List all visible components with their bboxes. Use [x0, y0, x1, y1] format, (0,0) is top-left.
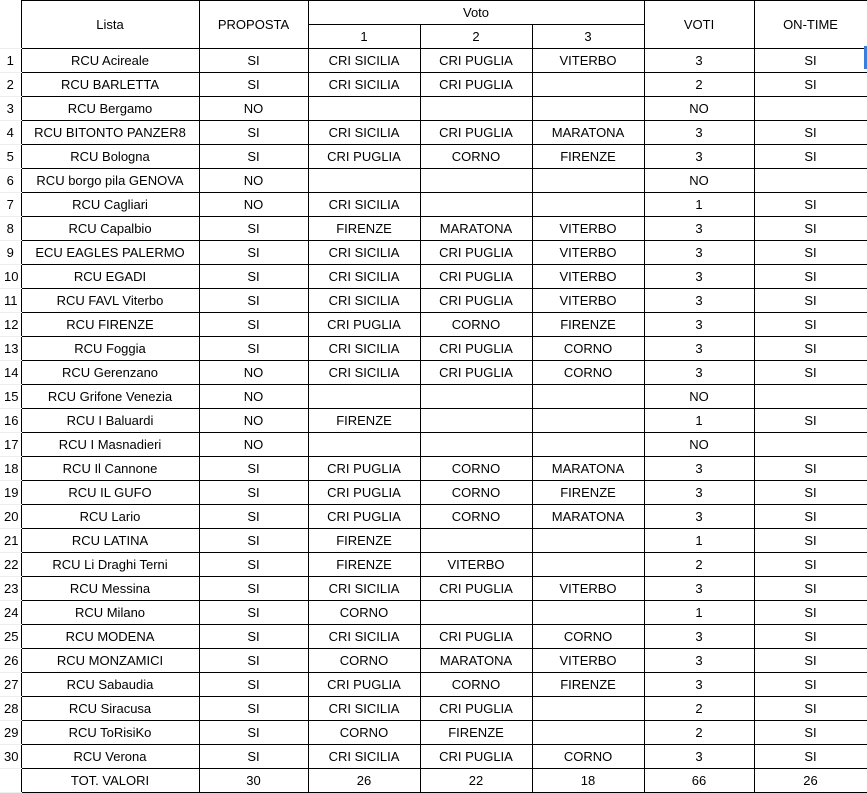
cell-lista[interactable]: RCU Verona [21, 745, 199, 769]
table-header [0, 1, 867, 49]
cell-proposta[interactable]: SI [199, 553, 308, 577]
row-number[interactable]: 6 [0, 169, 21, 193]
cell-on-time[interactable]: SI [754, 577, 867, 601]
column-header-voto-group[interactable]: Voto [308, 1, 644, 25]
cell-voto-2[interactable]: CRI PUGLIA [420, 361, 532, 385]
cell-on-time[interactable]: SI [754, 361, 867, 385]
cell-voto-1[interactable]: FIRENZE [308, 553, 420, 577]
cell-voto-3[interactable] [532, 529, 644, 553]
table-row [0, 385, 867, 409]
cell-lista[interactable]: RCU Li Draghi Terni [21, 553, 199, 577]
cell-voto-1[interactable]: FIRENZE [308, 409, 420, 433]
row-number[interactable]: 19 [0, 481, 21, 505]
cell-proposta[interactable]: SI [199, 697, 308, 721]
cell-on-time[interactable]: SI [754, 625, 867, 649]
table-row [0, 505, 867, 529]
cell-voto-1[interactable]: CRI SICILIA [308, 697, 420, 721]
cell-voto-1[interactable]: CRI SICILIA [308, 361, 420, 385]
cell-on-time[interactable]: SI [754, 121, 867, 145]
cell-voti[interactable]: 3 [644, 361, 754, 385]
cell-voto-2[interactable] [420, 601, 532, 625]
cell-voti[interactable]: NO [644, 385, 754, 409]
cell-voto-3[interactable]: CORNO [532, 745, 644, 769]
cell-voto-2[interactable]: CRI PUGLIA [420, 265, 532, 289]
cell-proposta[interactable]: NO [199, 361, 308, 385]
cell-proposta[interactable]: SI [199, 601, 308, 625]
table-row [0, 529, 867, 553]
cell-voto-1[interactable]: FIRENZE [308, 217, 420, 241]
totals-voti[interactable]: 66 [644, 769, 754, 793]
cell-proposta[interactable]: SI [199, 457, 308, 481]
cell-proposta[interactable]: NO [199, 433, 308, 457]
cell-voto-2[interactable] [420, 169, 532, 193]
cell-on-time[interactable]: SI [754, 313, 867, 337]
cell-on-time[interactable]: SI [754, 409, 867, 433]
table-row [0, 73, 867, 97]
cell-on-time[interactable]: SI [754, 73, 867, 97]
cell-lista[interactable]: RCU IL GUFO [21, 481, 199, 505]
cell-voti[interactable]: NO [644, 97, 754, 121]
table-row [0, 553, 867, 577]
row-number[interactable]: 28 [0, 697, 21, 721]
cell-lista[interactable]: RCU Milano [21, 601, 199, 625]
table-row [0, 313, 867, 337]
cell-voto-3[interactable]: VITERBO [532, 265, 644, 289]
row-number[interactable]: 20 [0, 505, 21, 529]
cell-voti[interactable]: 2 [644, 697, 754, 721]
cell-voti[interactable]: 3 [644, 625, 754, 649]
row-number[interactable]: 13 [0, 337, 21, 361]
cell-on-time[interactable]: SI [754, 697, 867, 721]
cell-lista[interactable]: RCU MONZAMICI [21, 649, 199, 673]
cell-voti[interactable]: 1 [644, 529, 754, 553]
cell-lista[interactable]: RCU FAVL Viterbo [21, 289, 199, 313]
table-row [0, 97, 867, 121]
cell-voto-2[interactable]: MARATONA [420, 649, 532, 673]
cell-on-time[interactable]: SI [754, 193, 867, 217]
cell-proposta[interactable]: SI [199, 217, 308, 241]
table-row [0, 625, 867, 649]
cell-proposta[interactable]: SI [199, 505, 308, 529]
row-number[interactable]: 3 [0, 97, 21, 121]
cell-voto-3[interactable]: VITERBO [532, 577, 644, 601]
cell-proposta[interactable]: NO [199, 409, 308, 433]
table-row [0, 121, 867, 145]
cell-proposta[interactable]: NO [199, 385, 308, 409]
cell-voto-2[interactable]: CRI PUGLIA [420, 745, 532, 769]
table-row [0, 289, 867, 313]
cell-on-time[interactable]: SI [754, 289, 867, 313]
row-number[interactable]: 4 [0, 121, 21, 145]
cell-voto-1[interactable] [308, 433, 420, 457]
cell-lista[interactable]: RCU Il Cannone [21, 457, 199, 481]
cell-voto-1[interactable]: CRI SICILIA [308, 193, 420, 217]
cell-voti[interactable]: 3 [644, 745, 754, 769]
cell-voto-3[interactable]: CORNO [532, 337, 644, 361]
cell-voti[interactable]: 3 [644, 49, 754, 73]
cell-voto-3[interactable] [532, 73, 644, 97]
row-number[interactable]: 30 [0, 745, 21, 769]
row-number[interactable]: 9 [0, 241, 21, 265]
cell-voti[interactable]: NO [644, 433, 754, 457]
cell-voto-2[interactable]: CORNO [420, 505, 532, 529]
cell-proposta[interactable]: SI [199, 73, 308, 97]
cell-voto-2[interactable] [420, 385, 532, 409]
row-number[interactable]: 12 [0, 313, 21, 337]
table-row [0, 217, 867, 241]
cell-voto-2[interactable]: CORNO [420, 481, 532, 505]
cell-on-time[interactable]: SI [754, 145, 867, 169]
cell-on-time[interactable]: SI [754, 745, 867, 769]
cell-voto-1[interactable]: CRI SICILIA [308, 265, 420, 289]
cell-voto-1[interactable]: CRI SICILIA [308, 337, 420, 361]
column-header-voto-2[interactable]: 2 [420, 25, 532, 49]
totals-on-time[interactable]: 26 [754, 769, 867, 793]
column-header-voti[interactable]: VOTI [644, 1, 754, 49]
cell-voto-2[interactable] [420, 433, 532, 457]
cell-voto-2[interactable]: CRI PUGLIA [420, 697, 532, 721]
cell-voto-3[interactable]: VITERBO [532, 217, 644, 241]
cell-voto-3[interactable]: CORNO [532, 361, 644, 385]
cell-on-time[interactable]: SI [754, 457, 867, 481]
cell-lista[interactable]: RCU Bologna [21, 145, 199, 169]
cell-voti[interactable]: 1 [644, 193, 754, 217]
table-body [0, 49, 867, 769]
cell-voti[interactable]: 3 [644, 577, 754, 601]
cell-proposta[interactable]: SI [199, 649, 308, 673]
row-number[interactable]: 5 [0, 145, 21, 169]
cell-on-time[interactable]: SI [754, 241, 867, 265]
cell-voto-3[interactable]: FIRENZE [532, 313, 644, 337]
table-row [0, 745, 867, 769]
cell-proposta[interactable]: SI [199, 145, 308, 169]
cell-voto-1[interactable]: CRI PUGLIA [308, 481, 420, 505]
cell-lista[interactable]: RCU EGADI [21, 265, 199, 289]
table-row [0, 577, 867, 601]
cell-voto-1[interactable]: CRI SICILIA [308, 121, 420, 145]
cell-proposta[interactable]: SI [199, 673, 308, 697]
cell-voti[interactable]: 2 [644, 73, 754, 97]
cell-lista[interactable]: RCU MODENA [21, 625, 199, 649]
cell-proposta[interactable]: SI [199, 241, 308, 265]
cell-voto-3[interactable] [532, 433, 644, 457]
totals-row [0, 769, 867, 793]
cell-voto-2[interactable]: CRI PUGLIA [420, 241, 532, 265]
cell-voto-1[interactable] [308, 97, 420, 121]
table-row [0, 409, 867, 433]
cell-lista[interactable]: RCU Siracusa [21, 697, 199, 721]
cell-voto-1[interactable]: CRI PUGLIA [308, 457, 420, 481]
table-row [0, 697, 867, 721]
cell-voti[interactable]: NO [644, 169, 754, 193]
table-row [0, 193, 867, 217]
cell-proposta[interactable]: SI [199, 313, 308, 337]
cell-proposta[interactable]: NO [199, 193, 308, 217]
row-number[interactable]: 7 [0, 193, 21, 217]
row-number[interactable]: 21 [0, 529, 21, 553]
table-row [0, 337, 867, 361]
cell-voto-2[interactable]: CRI PUGLIA [420, 577, 532, 601]
cell-voto-1[interactable]: CRI SICILIA [308, 241, 420, 265]
column-header-lista[interactable]: Lista [21, 1, 199, 49]
cell-proposta[interactable]: SI [199, 265, 308, 289]
gutter-cell-totals [0, 769, 21, 793]
cell-lista[interactable]: RCU ToRisiKo [21, 721, 199, 745]
cell-voto-2[interactable]: CORNO [420, 145, 532, 169]
cell-lista[interactable]: RCU I Masnadieri [21, 433, 199, 457]
cell-voto-3[interactable]: MARATONA [532, 121, 644, 145]
totals-voto-2[interactable]: 22 [420, 769, 532, 793]
cell-lista[interactable]: RCU Bergamo [21, 97, 199, 121]
cell-proposta[interactable]: SI [199, 625, 308, 649]
cell-voto-1[interactable]: CRI PUGLIA [308, 505, 420, 529]
cell-lista[interactable]: RCU borgo pila GENOVA [21, 169, 199, 193]
row-number[interactable]: 11 [0, 289, 21, 313]
cell-voti[interactable]: 3 [644, 673, 754, 697]
cell-voto-2[interactable]: MARATONA [420, 217, 532, 241]
column-header-voto-3[interactable]: 3 [532, 25, 644, 49]
cell-lista[interactable]: RCU Lario [21, 505, 199, 529]
cell-voto-3[interactable]: VITERBO [532, 241, 644, 265]
row-number[interactable]: 17 [0, 433, 21, 457]
row-number[interactable]: 29 [0, 721, 21, 745]
cell-voto-2[interactable]: FIRENZE [420, 721, 532, 745]
cell-voto-1[interactable]: CORNO [308, 649, 420, 673]
totals-proposta[interactable]: 30 [199, 769, 308, 793]
cell-voto-3[interactable]: FIRENZE [532, 481, 644, 505]
table-row [0, 649, 867, 673]
cell-voto-1[interactable]: CRI SICILIA [308, 289, 420, 313]
cell-voto-1[interactable]: CRI SICILIA [308, 625, 420, 649]
cell-voti[interactable]: 3 [644, 121, 754, 145]
row-number[interactable]: 27 [0, 673, 21, 697]
cell-voto-1[interactable]: CORNO [308, 721, 420, 745]
column-header-proposta[interactable]: PROPOSTA [199, 1, 308, 49]
cell-voto-2[interactable]: VITERBO [420, 553, 532, 577]
cell-voto-1[interactable]: CRI SICILIA [308, 577, 420, 601]
cell-voti[interactable]: 2 [644, 553, 754, 577]
cell-voto-2[interactable]: CORNO [420, 673, 532, 697]
cell-voto-3[interactable]: VITERBO [532, 49, 644, 73]
cell-voti[interactable]: 3 [644, 337, 754, 361]
table-row [0, 457, 867, 481]
cell-lista[interactable]: RCU Grifone Venezia [21, 385, 199, 409]
cell-proposta[interactable]: SI [199, 721, 308, 745]
cell-voti[interactable]: 3 [644, 289, 754, 313]
table-row [0, 601, 867, 625]
cell-voti[interactable]: 3 [644, 265, 754, 289]
cell-on-time[interactable] [754, 169, 867, 193]
cell-voti[interactable]: 3 [644, 649, 754, 673]
table-row [0, 169, 867, 193]
row-number[interactable]: 14 [0, 361, 21, 385]
cell-voto-3[interactable]: VITERBO [532, 289, 644, 313]
cell-on-time[interactable] [754, 433, 867, 457]
row-number[interactable]: 8 [0, 217, 21, 241]
row-number[interactable]: 15 [0, 385, 21, 409]
table-row [0, 145, 867, 169]
table-row [0, 49, 867, 73]
cell-voto-2[interactable] [420, 529, 532, 553]
cell-voto-2[interactable]: CRI PUGLIA [420, 73, 532, 97]
cell-voti[interactable]: 3 [644, 313, 754, 337]
cell-voto-3[interactable] [532, 385, 644, 409]
cell-voto-2[interactable]: CRI PUGLIA [420, 337, 532, 361]
cell-on-time[interactable]: SI [754, 505, 867, 529]
totals-voto-1[interactable]: 26 [308, 769, 420, 793]
cell-on-time[interactable]: SI [754, 601, 867, 625]
cell-proposta[interactable]: SI [199, 337, 308, 361]
table-row [0, 361, 867, 385]
table-row [0, 241, 867, 265]
cell-voto-1[interactable]: CRI PUGLIA [308, 313, 420, 337]
cell-proposta[interactable]: NO [199, 97, 308, 121]
cell-lista[interactable]: RCU Cagliari [21, 193, 199, 217]
cell-on-time[interactable]: SI [754, 337, 867, 361]
cell-proposta[interactable]: SI [199, 577, 308, 601]
row-number[interactable]: 26 [0, 649, 21, 673]
row-number[interactable]: 18 [0, 457, 21, 481]
cell-on-time[interactable]: SI [754, 49, 867, 73]
cell-voto-3[interactable] [532, 697, 644, 721]
cell-lista[interactable]: RCU Sabaudia [21, 673, 199, 697]
cell-voto-3[interactable] [532, 97, 644, 121]
cell-on-time[interactable]: SI [754, 553, 867, 577]
cell-voto-3[interactable]: VITERBO [532, 649, 644, 673]
cell-voto-1[interactable]: CORNO [308, 601, 420, 625]
cell-voto-1[interactable]: CRI SICILIA [308, 745, 420, 769]
cell-lista[interactable]: ECU EAGLES PALERMO [21, 241, 199, 265]
cell-on-time[interactable] [754, 97, 867, 121]
cell-voto-2[interactable] [420, 97, 532, 121]
cell-voto-1[interactable]: CRI SICILIA [308, 73, 420, 97]
cell-voti[interactable]: 3 [644, 457, 754, 481]
cell-voto-2[interactable] [420, 193, 532, 217]
cell-lista[interactable]: RCU I Baluardi [21, 409, 199, 433]
cell-on-time[interactable]: SI [754, 481, 867, 505]
column-header-voto-1[interactable]: 1 [308, 25, 420, 49]
cell-lista[interactable]: RCU BARLETTA [21, 73, 199, 97]
cell-voto-3[interactable] [532, 169, 644, 193]
cell-voti[interactable]: 3 [644, 217, 754, 241]
cell-lista[interactable]: RCU FIRENZE [21, 313, 199, 337]
cell-voti[interactable]: 3 [644, 145, 754, 169]
cell-voto-2[interactable]: CRI PUGLIA [420, 289, 532, 313]
cell-lista[interactable]: RCU BITONTO PANZER8 [21, 121, 199, 145]
row-number[interactable]: 22 [0, 553, 21, 577]
cell-lista[interactable]: RCU Capalbio [21, 217, 199, 241]
cell-on-time[interactable]: SI [754, 721, 867, 745]
cell-voto-1[interactable] [308, 169, 420, 193]
cell-lista[interactable]: RCU Foggia [21, 337, 199, 361]
cell-lista[interactable]: RCU LATINA [21, 529, 199, 553]
cell-voto-2[interactable]: CORNO [420, 313, 532, 337]
cell-voto-3[interactable]: MARATONA [532, 457, 644, 481]
cell-voto-3[interactable] [532, 721, 644, 745]
cell-voto-3[interactable]: CORNO [532, 625, 644, 649]
cell-voto-1[interactable] [308, 385, 420, 409]
cell-lista[interactable]: RCU Messina [21, 577, 199, 601]
cell-proposta[interactable]: SI [199, 49, 308, 73]
cell-voto-1[interactable]: CRI PUGLIA [308, 145, 420, 169]
row-number[interactable]: 2 [0, 73, 21, 97]
cell-on-time[interactable]: SI [754, 673, 867, 697]
cell-voti[interactable]: 2 [644, 721, 754, 745]
cell-voti[interactable]: 3 [644, 505, 754, 529]
cell-voto-3[interactable]: FIRENZE [532, 145, 644, 169]
table-row [0, 721, 867, 745]
cell-on-time[interactable]: SI [754, 649, 867, 673]
cell-voto-3[interactable]: FIRENZE [532, 673, 644, 697]
cell-proposta[interactable]: SI [199, 745, 308, 769]
cell-voto-3[interactable] [532, 553, 644, 577]
cell-voto-3[interactable] [532, 409, 644, 433]
row-number[interactable]: 23 [0, 577, 21, 601]
cell-on-time[interactable]: SI [754, 217, 867, 241]
cell-proposta[interactable]: NO [199, 169, 308, 193]
table-row [0, 265, 867, 289]
cell-voto-2[interactable] [420, 409, 532, 433]
cell-voto-1[interactable]: CRI SICILIA [308, 49, 420, 73]
table-footer [0, 769, 867, 793]
cell-voto-2[interactable]: CORNO [420, 457, 532, 481]
cell-voti[interactable]: 1 [644, 601, 754, 625]
table-row [0, 673, 867, 697]
cell-proposta[interactable]: SI [199, 121, 308, 145]
cell-voto-3[interactable]: MARATONA [532, 505, 644, 529]
cell-on-time[interactable]: SI [754, 265, 867, 289]
cell-proposta[interactable]: SI [199, 529, 308, 553]
row-number[interactable]: 24 [0, 601, 21, 625]
header-row-group [0, 1, 867, 25]
row-number[interactable]: 1 [0, 49, 21, 73]
gutter-header [0, 1, 21, 49]
table-row [0, 433, 867, 457]
cell-voti[interactable]: 1 [644, 409, 754, 433]
cell-lista[interactable]: RCU Gerenzano [21, 361, 199, 385]
cell-voto-2[interactable]: CRI PUGLIA [420, 121, 532, 145]
cell-proposta[interactable]: SI [199, 289, 308, 313]
cell-on-time[interactable]: SI [754, 529, 867, 553]
row-number[interactable]: 10 [0, 265, 21, 289]
cell-voti[interactable]: 3 [644, 241, 754, 265]
cell-proposta[interactable]: SI [199, 481, 308, 505]
totals-voto-3[interactable]: 18 [532, 769, 644, 793]
cell-voto-3[interactable] [532, 193, 644, 217]
row-number[interactable]: 16 [0, 409, 21, 433]
totals-label: TOT. VALORI [21, 769, 199, 793]
cell-on-time[interactable] [754, 385, 867, 409]
cell-voto-3[interactable] [532, 601, 644, 625]
cell-voto-2[interactable]: CRI PUGLIA [420, 625, 532, 649]
cell-voto-1[interactable]: CRI PUGLIA [308, 673, 420, 697]
column-header-on-time[interactable]: ON-TIME [754, 1, 867, 49]
cell-voto-2[interactable]: CRI PUGLIA [420, 49, 532, 73]
cell-voto-1[interactable]: FIRENZE [308, 529, 420, 553]
row-number[interactable]: 25 [0, 625, 21, 649]
table-row [0, 481, 867, 505]
cell-voti[interactable]: 3 [644, 481, 754, 505]
cell-lista[interactable]: RCU Acireale [21, 49, 199, 73]
